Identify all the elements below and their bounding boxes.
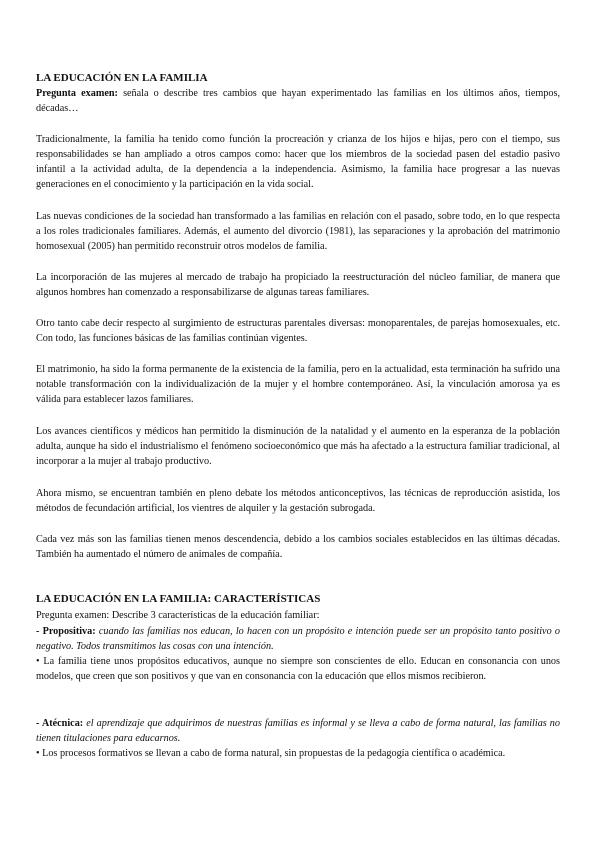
paragraph-scientific-advances: Los avances científicos y médicos han permitido la disminución de la natalidad y el aumento en la esperanza de la población adulta, aunque ha sido el industrialismo el fenómeno socioeconómico que más ha afectado a la estructura familiar tradicional, al incorporar a la mujer al trabajo productivo. — [36, 426, 560, 467]
section-title-family-education: LA EDUCACIÓN EN LA FAMILIA — [36, 72, 208, 84]
paragraph-contraception-debate: Ahora mismo, se encuentran también en pleno debate los métodos anticonceptivos, las técnicas de reproducción asistida, los métodos de fecundación artificial, los vientres de alquiler y la gestación subrogada. — [36, 488, 560, 514]
exam-question-text: señala o describe tres cambios que hayan experimentado las familias en los últimos años, tiempos, décadas… — [36, 88, 560, 114]
paragraph-traditional-family: Tradicionalmente, la familia ha tenido como función la procreación y crianza de los hijos e hijas, pero con el tiempo, sus responsabilidades se han ampliado a otros campos como: hacer que los miembros de la sociedad pasen del estadio pasivo infantil a la actividad adulta, de la dependencia a la independencia. Asimismo, la familia hace progresar a las nuevas generaciones en el conocimiento y la participación en la vida social. — [36, 134, 560, 190]
characteristic-definition: el aprendizaje que adquirimos de nuestras familias es informal y se lleva a cabo de forma natural, las familias no tienen titulaciones para educarnos. — [36, 718, 560, 744]
exam-question-label: Pregunta examen: — [36, 88, 118, 99]
characteristic-atecnica — [36, 716, 560, 746]
characteristic-label: - Atécnica: — [36, 718, 84, 729]
characteristic-label: - Propositiva: — [36, 626, 96, 637]
paragraph-parental-structures: Otro tanto cabe decir respecto al surgimiento de estructuras parentales diversas: monoparentales, de parejas homosexuales, etc. Con todo, las funciones básicas de las familias continúan vigentes. — [36, 318, 560, 344]
characteristic-definition: cuando las familias nos educan, lo hacen con un propósito e intención puede ser un propósito tanto positivo o negativo. Todos transmitimos las cosas con una intención. — [36, 626, 560, 652]
paragraph-fewer-descendants: Cada vez más son las familias tienen menos descendencia, debido a los cambios sociales establecidos en las últimas décadas. También ha aumentado el número de animales de compañía. — [36, 534, 560, 560]
exam-question-characteristics: Pregunta examen: Describe 3 características de la educación familiar: — [36, 610, 320, 621]
paragraph-women-workforce: La incorporación de las mujeres al mercado de trabajo ha propiciado la reestructuración del núcleo familiar, de manera que algunos hombres han comenzado a responsabilizarse de algunas tareas familiares. — [36, 272, 560, 298]
exam-question-changes — [36, 86, 560, 116]
section-title-characteristics: LA EDUCACIÓN EN LA FAMILIA: CARACTERÍSTICAS — [36, 593, 321, 605]
paragraph-new-conditions: Las nuevas condiciones de la sociedad han transformado a las familias en relación con el pasado, sobre todo, en lo que respecta a los roles tradicionales familiares. Además, el aumento del divorcio (1981), las separaciones y la aprobación del matrimonio homosexual (2005) han permitido reconstruir otros modelos de familia. — [36, 211, 560, 252]
paragraph-marriage: El matrimonio, ha sido la forma permanente de la existencia de la familia, pero en la actualidad, esta terminación ha sufrido una notable transformación con la individualización de la mujer y el hombre contemporáneo. Así, la vinculación amorosa ya es válida para establecer lazos familiares. — [36, 364, 560, 405]
bullet-atecnica: • Los procesos formativos se llevan a cabo de forma natural, sin propuestas de la pedagogía científica o académica. — [36, 748, 506, 759]
characteristic-propositiva — [36, 624, 560, 654]
bullet-propositiva: • La familia tiene unos propósitos educativos, aunque no siempre son conscientes de ello. Educan en consonancia con unos modelos, que creen que son positivos y que van en consonancia con la educación que ellos mismos recibieron. — [36, 656, 560, 682]
